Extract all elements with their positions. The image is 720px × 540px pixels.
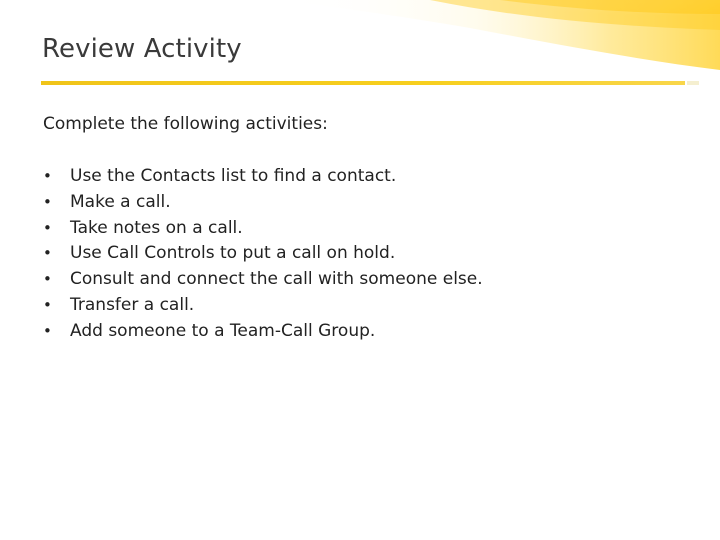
bullet-icon: • <box>43 295 52 314</box>
title-rule-end-marker <box>687 81 699 85</box>
bullet-icon: • <box>43 218 52 237</box>
bullet-icon: • <box>43 270 52 289</box>
list-item-text: Transfer a call. <box>70 294 195 315</box>
title-underline-rule <box>41 81 685 85</box>
list-item-text: Use the Contacts list to find a contact. <box>70 166 397 186</box>
slide-title: Review Activity <box>42 34 242 64</box>
bullet-icon: • <box>43 321 52 340</box>
list-item-text: Take notes on a call. <box>70 217 243 238</box>
list-item <box>43 293 483 319</box>
list-item <box>43 216 483 242</box>
list-item <box>43 319 483 345</box>
list-item <box>43 164 483 190</box>
list-item-text: Consult and connect the call with someone else. <box>70 269 483 290</box>
list-item <box>43 190 483 216</box>
activity-list <box>43 164 483 345</box>
bullet-icon: • <box>43 192 52 211</box>
list-item-text: Make a call. <box>70 191 171 212</box>
bullet-icon: • <box>43 167 52 185</box>
list-item <box>43 241 483 267</box>
list-item-text: Use Call Controls to put a call on hold. <box>70 243 396 264</box>
intro-text: Complete the following activities: <box>43 114 328 134</box>
list-item-text: Add someone to a Team-Call Group. <box>70 320 376 341</box>
bullet-icon: • <box>43 244 52 263</box>
list-item <box>43 267 483 293</box>
